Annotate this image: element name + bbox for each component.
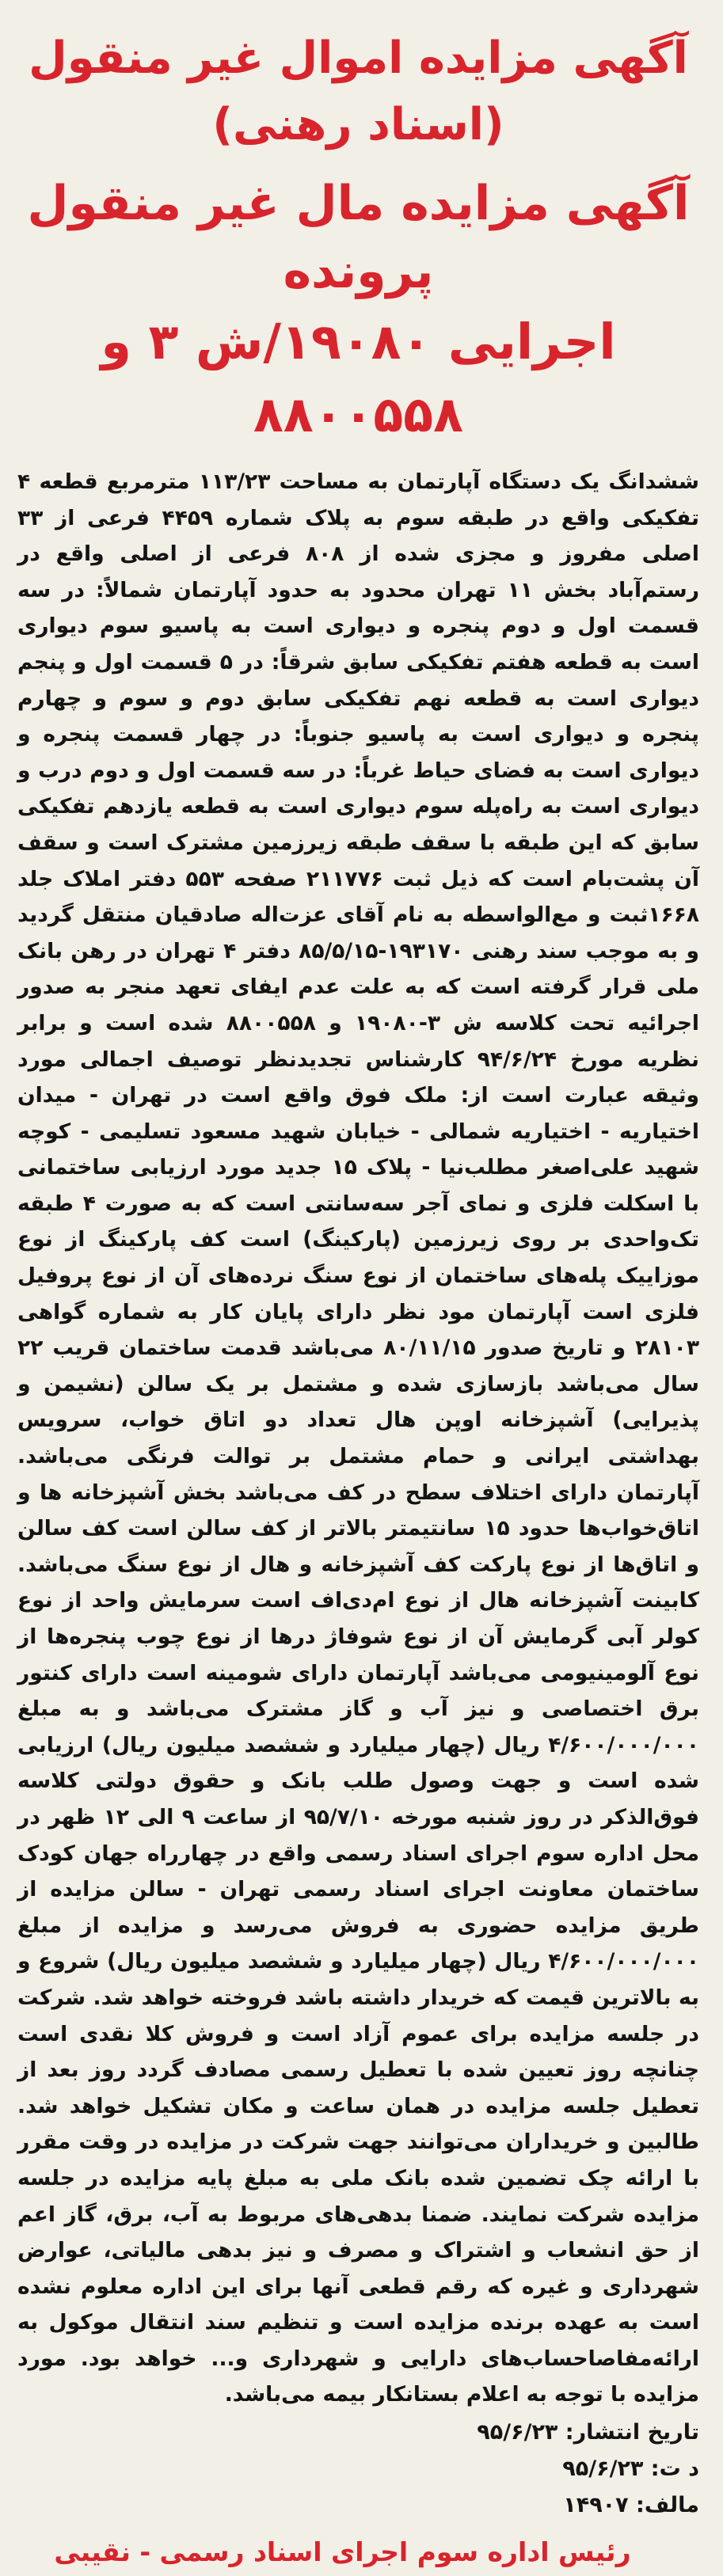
notice-subtitle: آگهی مزایده مال غیر منقول پرونده <box>27 176 690 299</box>
case-number: اجرایی ۱۹۰۸۰/ش ۳ و ۸۸۰۰۵۵۸ <box>101 313 616 443</box>
malef-number: مالف: ۱۴۹۰۷ <box>563 2493 699 2518</box>
dt-number: د ت: ۹۵/۶/۲۳ <box>562 2456 699 2482</box>
notice-body: ششدانگ یک دستگاه آپارتمان به مساحت ۱۱۳/۲۳ مترمربع قطعه ۴ تفکیکی واقع در طبقه سوم به پلاک شماره ۴۴۵۹ فرعی از ۳۳ اصلی مفروز و مجزی شده از ۸۰۸ فرعی از اصلی واقع در رستم‌آباد بخش ۱۱ تهران محدود به حدود آپارتمان شمالاً: در سه قسمت اول و دوم پنجره و دیواری است به پاسیو سوم دیواری است به قطعه هفتم تفکیکی سابق شرقاً: در ۵ قسمت اول و پنجم دیواری است به قطعه نهم تفکیکی سابق دوم و سوم و چهارم پنجره و دیواری است به پاسیو جنوباً: در چهار قسمت پنجره و دیواری است به فضای حیاط غرباً: در سه قسمت اول و دوم درب و دیواری است به راه‌پله سوم دیواری است به قطعه یازدهم تفکیکی سابق که این طبقه با سقف طبقه زیرزمین مشترک است و سقف آن پشت‌بام است که ذیل ثبت ۲۱۱۷۷۶ صفحه ۵۵۳ دفتر املاک جلد ۱۶۶۸ثبت و مع‌الواسطه به نام آقای عزت‌اله صادقیان منتقل گردید و به موجب سند رهنی ۱۹۳۱۷۰-۸۵/۵/۱۵ دفتر ۴ تهران در رهن بانک ملی قرار گرفته است که به علت عدم ایفای تعهد منجر به صدور اجرائیه تحت کلاسه ش ۳-۱۹۰۸۰ و ۸۸۰۰۵۵۸ شده است و برابر نظریه مورخ ۹۴/۶/۲۴ کارشناس تجدیدنظر توصیف اجمالی مورد وثیقه عبارت است از: ملک فوق واقع است در تهران - میدان اختیاریه - اختیاریه شمالی - خیابان شهید مسعود تسلیمی - کوچه شهید علی‌اصغر مطلب‌نیا - پلاک ۱۵ جدید مورد ارزیابی ساختمانی با اسکلت فلزی و نمای آجر سه‌سانتی است که به صورت ۴ طبقه تک‌واحدی بر روی زیرزمین (پارکینگ) است کف پارکینگ از نوع موزاییک پله‌های ساختمان از نوع سنگ نرده‌های آن از نوع پروفیل فلزی است آپارتمان مود نظر دارای پایان کار به شماره گواهی ۲۸۱۰۳ و تاریخ صدور ۸۰/۱۱/۱۵ می‌باشد قدمت ساختمان قریب ۲۲ سال می‌باشد بازسازی شده و مشتمل بر یک سالن (نشیمن و پذیرایی) آشپزخانه اوپن هال تعداد دو اتاق خواب، سرویس بهداشتی ایرانی و حمام مشتمل بر توالت فرنگی می‌باشد. آپارتمان دارای اختلاف سطح در کف می‌باشد بخش آشپزخانه ها و اتاق‌خواب‌ها حدود ۱۵ سانتیمتر بالاتر از کف سالن است کف سالن و اتاق‌ها از نوع پارکت کف آشپزخانه و هال از نوع سنگ می‌باشد. کابینت آشپزخانه هال از نوع ام‌دی‌اف است سرمایش واحد از نوع کولر آبی گرمایش آن از نوع شوفاژ درها از نوع چوب پنجره‌ها از نوع آلومینیومی می‌باشد آپارتمان دارای شومینه است دارای کنتور برق اختصاصی و نیز آب و گاز مشترک می‌باشد و به مبلغ ۴/۶۰۰/۰۰۰/۰۰۰ ریال (چهار میلیارد و ششصد میلیون ریال) ارزیابی شده است و جهت وصول طلب بانک و حقوق دولتی کلاسه فوق‌الذکر در روز شنبه مورخه ۹۵/۷/۱۰ از ساعت ۹ الی ۱۲ ظهر در محل اداره سوم اجرای اسناد رسمی واقع در چهارراه جهان کودک ساختمان معاونت اجرای اسناد رسمی تهران - سالن مزایده از طریق مزایده حضوری به فروش می‌رسد و مزایده از مبلغ ۴/۶۰۰/۰۰۰/۰۰۰ ریال (چهار میلیارد و ششصد میلیون ریال) شروع و به بالاترین قیمت که خریدار داشته باشد فروخته خواهد شد. شرکت در جلسه مزایده برای عموم آزاد است و فروش کلا نقدی است چنانچه روز تعیین شده با تعطیل رسمی مصادف گردد روز بعد از تعطیل جلسه مزایده در همان ساعت و مکان تشکیل خواهد شد. طالبین و خریداران می‌توانند جهت شرکت در مزایده در وقت مقرر با ارائه چک تضمین شده بانک ملی به مبلغ پایه مزایده در جلسه مزایده شرکت نمایند. ضمنا بدهی‌های مربوط به آب، برق، گاز اعم از حق انشعاب و اشتراک و مصرف و نیز بدهی مالیاتی، عوارض شهرداری و غیره که رقم قطعی آنها برای این اداره معلوم نشده است به عهده برنده مزایده است و تنظیم سند انتقال موکول به ارائه‌مفاصاحساب‌های دارایی و شهرداری و... خواهد بود. مورد مزایده با توجه به اعلام بستانکار بیمه می‌باشد. <box>17 469 700 2407</box>
notice-header <box>17 25 699 451</box>
notice-title: آگهی مزایده اموال غیر منقول (اسناد رهنی) <box>29 32 688 150</box>
publish-date: تاریخ انتشار: ۹۵/۶/۲۳ <box>477 2420 699 2445</box>
notice-meta <box>17 2415 699 2524</box>
signature: رئیس اداره سوم اجرای اسناد رسمی - نقیبی <box>54 2536 631 2568</box>
